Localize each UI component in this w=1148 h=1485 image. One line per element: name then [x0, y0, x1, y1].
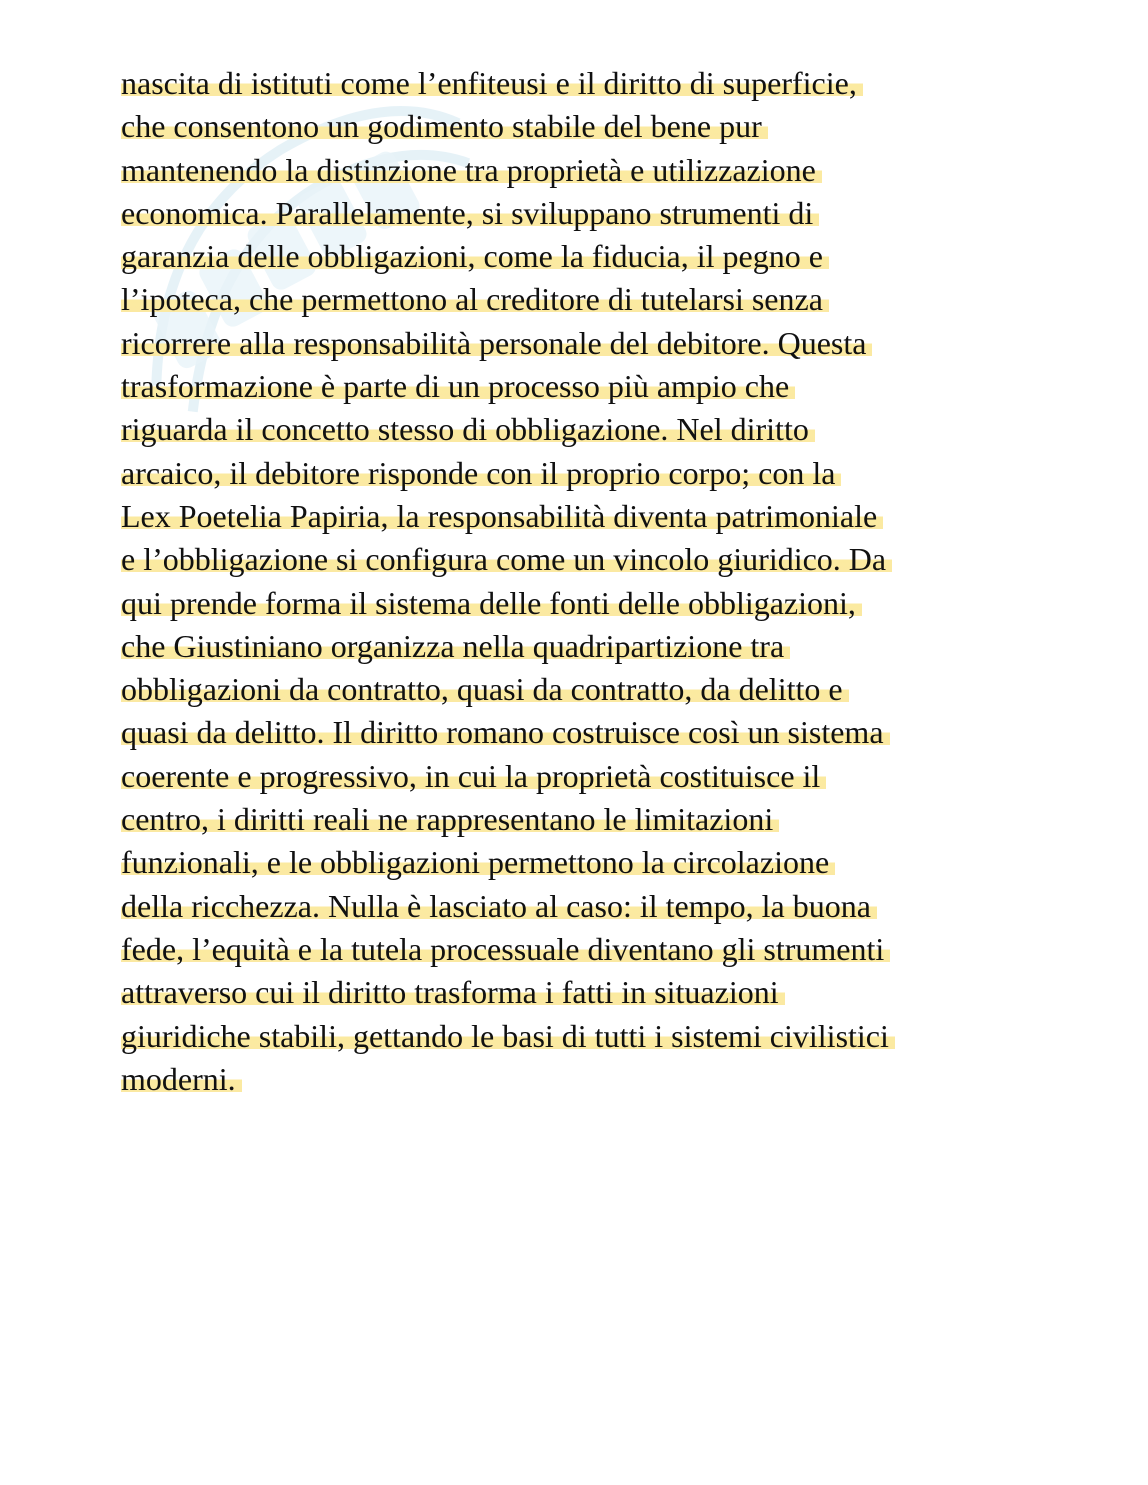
text-line-9: riguarda il concetto stesso di obbligazione. Nel diritto	[121, 408, 1041, 451]
text-line-23: giuridiche stabili, gettando le basi di tutti i sistemi civilistici	[121, 1015, 1041, 1058]
text-line-5: garanzia delle obbligazioni, come la fiducia, il pegno e	[121, 235, 1041, 278]
text-line-11: Lex Poetelia Papiria, la responsabilità diventa patrimoniale	[121, 495, 1041, 538]
text-line-18: centro, i diritti reali ne rappresentano le limitazioni	[121, 798, 1041, 841]
text-line-12: e l’obbligazione si configura come un vincolo giuridico. Da	[121, 538, 1041, 581]
text-line-4: economica. Parallelamente, si sviluppano strumenti di	[121, 192, 1041, 235]
text-line-21: fede, l’equità e la tutela processuale diventano gli strumenti	[121, 928, 1041, 971]
text-line-1: nascita di istituti come l’enfiteusi e il diritto di superficie,	[121, 62, 1041, 105]
text-line-17: coerente e progressivo, in cui la proprietà costituisce il	[121, 755, 1041, 798]
body-text	[121, 62, 1041, 1101]
text-line-8: trasformazione è parte di un processo più ampio che	[121, 365, 1041, 408]
text-line-16: quasi da delitto. Il diritto romano costruisce così un sistema	[121, 711, 1041, 754]
text-line-2: che consentono un godimento stabile del bene pur	[121, 105, 1041, 148]
text-line-22: attraverso cui il diritto trasforma i fatti in situazioni	[121, 971, 1041, 1014]
text-line-20: della ricchezza. Nulla è lasciato al caso: il tempo, la buona	[121, 885, 1041, 928]
text-line-3: mantenendo la distinzione tra proprietà e utilizzazione	[121, 149, 1041, 192]
text-line-7: ricorrere alla responsabilità personale del debitore. Questa	[121, 322, 1041, 365]
text-line-15: obbligazioni da contratto, quasi da contratto, da delitto e	[121, 668, 1041, 711]
text-line-14: che Giustiniano organizza nella quadripartizione tra	[121, 625, 1041, 668]
text-line-13: qui prende forma il sistema delle fonti delle obbligazioni,	[121, 582, 1041, 625]
text-line-10: arcaico, il debitore risponde con il proprio corpo; con la	[121, 452, 1041, 495]
text-line-24: moderni.	[121, 1058, 1041, 1101]
text-line-19: funzionali, e le obbligazioni permettono la circolazione	[121, 841, 1041, 884]
text-line-6: l’ipoteca, che permettono al creditore di tutelarsi senza	[121, 278, 1041, 321]
